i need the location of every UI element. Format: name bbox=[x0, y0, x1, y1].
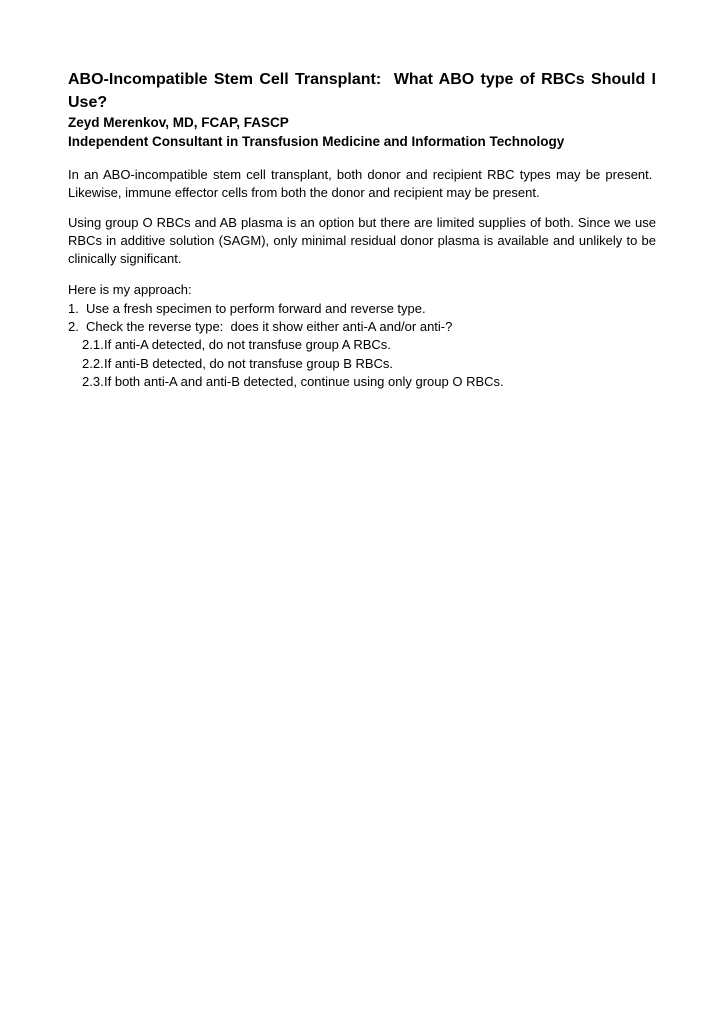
list-item-2-3 bbox=[82, 373, 656, 391]
list-item-2-2 bbox=[82, 355, 656, 373]
list-item-2-3-marker: 2.3. bbox=[82, 373, 104, 389]
list-item-2-2-marker: 2.2. bbox=[82, 355, 104, 371]
list-item-2-3-text: If both anti-A and anti-B detected, continue using only group O RBCs. bbox=[104, 373, 504, 389]
list-item-1-marker: 1. bbox=[68, 300, 79, 316]
approach-list bbox=[68, 300, 656, 391]
list-item-2-1-marker: 2.1. bbox=[82, 337, 104, 353]
list-item-1-text: Use a fresh specimen to perform forward and reverse type. bbox=[86, 300, 426, 316]
affiliation-line: Independent Consultant in Transfusion Medicine and Information Technology bbox=[68, 133, 565, 149]
body-paragraph-1: In an ABO-incompatible stem cell transplant, both donor and recipient RBC types may be present. Likewise, immune effector cells from both the donor and recipient may be present. bbox=[68, 167, 656, 201]
approach-section bbox=[68, 281, 656, 391]
list-item-2-text: Check the reverse type: does it show either anti-A and/or anti-? bbox=[86, 319, 453, 335]
list-item-2-2-text: If anti-B detected, do not transfuse group B RBCs. bbox=[104, 355, 394, 371]
document-title: ABO-Incompatible Stem Cell Transplant: What ABO type of RBCs Should I Use? bbox=[68, 71, 656, 111]
approach-heading: Here is my approach: bbox=[68, 282, 192, 298]
list-item-2 bbox=[68, 318, 656, 336]
list-item-2-1-text: If anti-A detected, do not transfuse group A RBCs. bbox=[104, 337, 391, 353]
author-line: Zeyd Merenkov, MD, FCAP, FASCP bbox=[68, 115, 289, 130]
list-item-1 bbox=[68, 300, 656, 318]
list-item-2-1 bbox=[82, 336, 656, 354]
body-paragraph-2: Using group O RBCs and AB plasma is an option but there are limited supplies of both. Since we use RBCs in additive solution (SAGM), only minimal residual donor plasma is available and unlikely to be clinically significant. bbox=[68, 214, 656, 267]
list-item-2-marker: 2. bbox=[68, 319, 79, 335]
